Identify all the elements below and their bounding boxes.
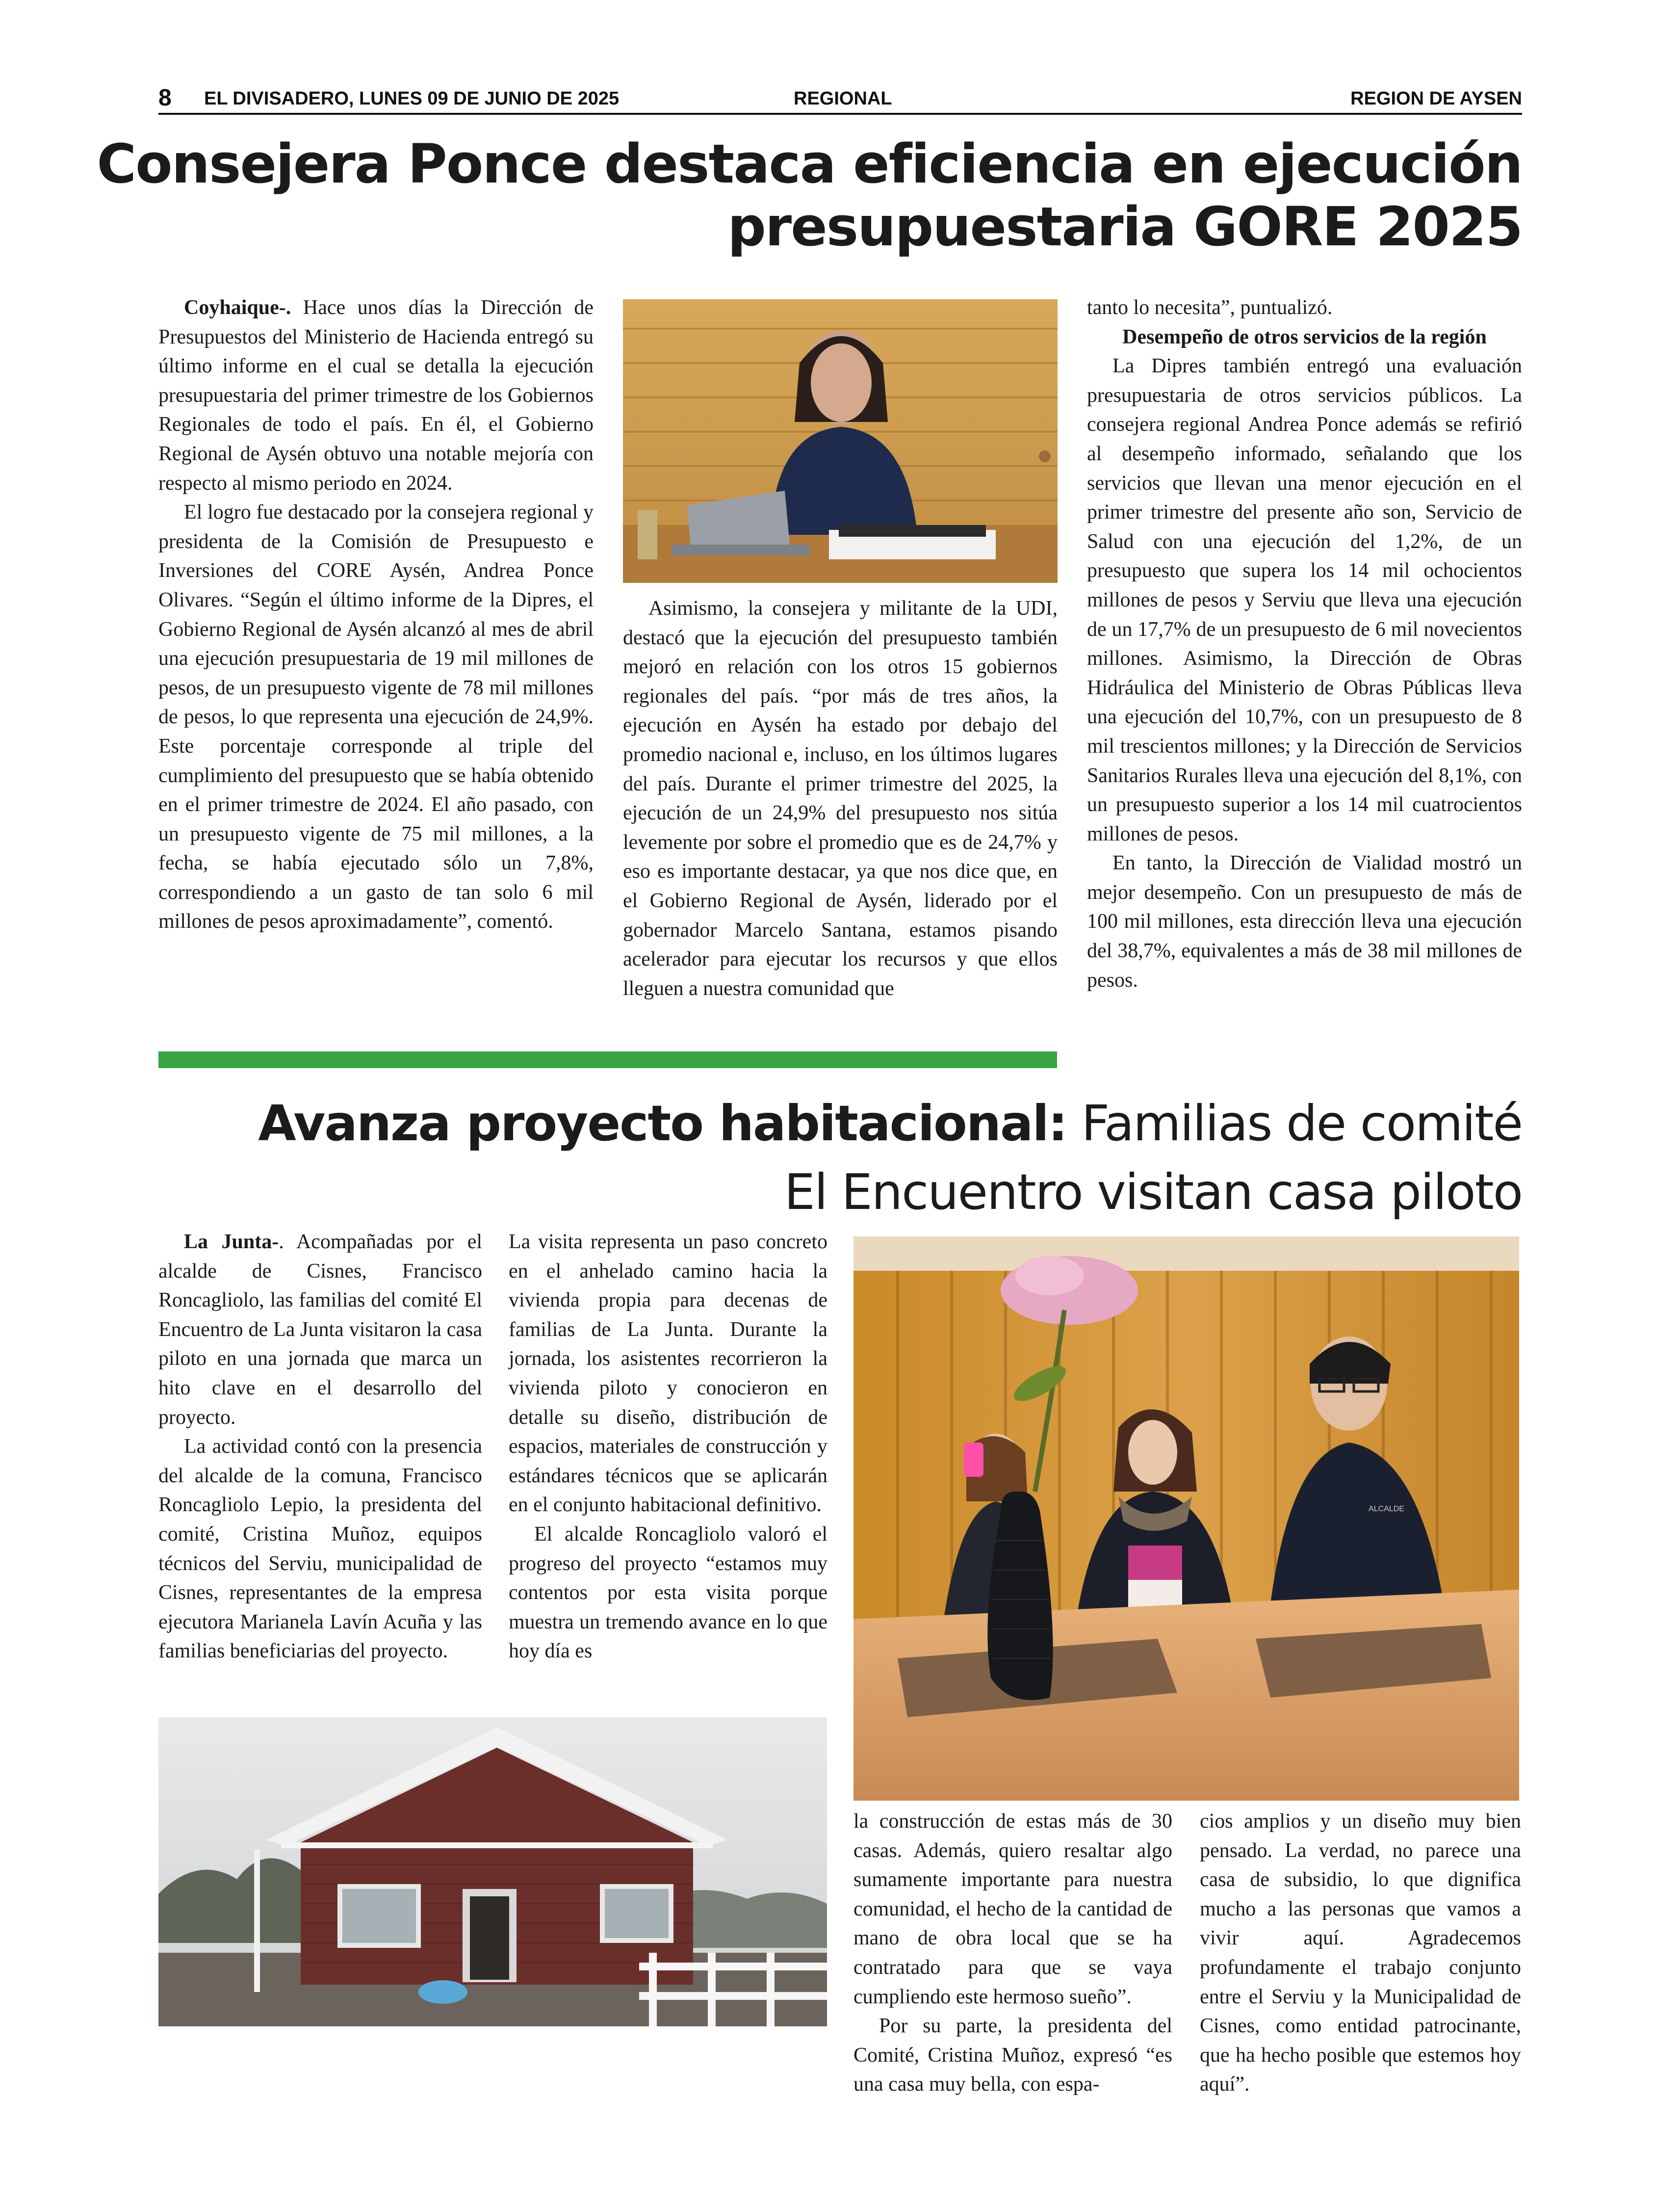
- article1-column-3: [1087, 293, 1522, 995]
- photo-councilwoman: [623, 299, 1058, 583]
- article2-headline-line2: El Encuentro visitan casa piloto: [784, 1163, 1522, 1221]
- article1-column-1: [158, 293, 594, 937]
- section-label: REGIONAL: [794, 88, 892, 109]
- article1-column-2: [623, 594, 1058, 1003]
- article2-headline-rest: Familias de comité: [1066, 1095, 1522, 1152]
- article2-col4-p1: cios amplios y un diseño muy bien pensado. La verdad, no parece una casa de subsidio, lo que dignifica mucho a las personas que vamos a vivir aquí. Agradecemos profundamente el trabajo conjunto entre el Serviu y la Municipalidad de Cisnes, como entidad patrocinante, que ha hecho posible que estemos hoy aquí”.: [1200, 1810, 1521, 2096]
- article1-col3-p1: La Dipres también entregó una evaluación presupuestaria de otros servicios públicos. La consejera regional Andrea Ponce además se refirió al desempeño informado, señalando que los servicios que llevan una menor ejecución en el primer trimestre del presente año son, Servicio de Salud con una ejecución del 1,2%, de un presupuesto que supera los 14 mil ochocientos millones de pesos y Serviu que lleva una ejecución de un 17,7% de un presupuesto de 6 mil novecientos millones. Asimismo, la Dirección de Obras Hidráulica del Ministerio de Obras Públicas lleva una ejecución del 10,7%, con un presupuesto de 8 mil trescientos millones; y la Dirección de Servicios Sanitarios Rurales lleva una ejecución del 8,1%, con un presupuesto superior a los 14 mil cuatrocientos millones de pesos.: [1087, 355, 1522, 845]
- article2-col3-p1: la construcción de estas más de 30 casas. Además, quiero resaltar algo sumamente importante para nuestra comunidad, el hecho de la cantidad de mano de obra local que se ha contratado para que se vaya cumpliendo este hermoso sueño”.: [853, 1810, 1172, 2008]
- article1-subhead: Desempeño de otros servicios de la región: [1122, 325, 1487, 348]
- jacket-text: ALCALDE: [1369, 1505, 1404, 1513]
- photo-pilot-house: [158, 1717, 827, 2026]
- photo-visitors-image: [853, 1236, 1519, 1801]
- article2-headline-bold: Avanza proyecto habitacional:: [258, 1095, 1067, 1152]
- article2-col1-p2: La actividad contó con la presencia del alcalde de la comuna, Francisco Roncagliolo Lepio, la presidenta del comité, Cristina Muñoz, equipos técnicos del Serviu, municipalidad de Cisnes, representantes de la empresa ejecutora Marianela Lavín Acuña y las familias beneficiarias del proyecto.: [158, 1435, 482, 1663]
- green-divider: [158, 1051, 1057, 1068]
- article2-column-1: [158, 1228, 482, 1666]
- article2-col2-p1: La visita representa un paso concreto en el anhelado camino hacia la vivienda propia para decenas de familias de La Junta. Durante la jornada, los asistentes recorrieron la vivienda piloto y conocieron en detalle su diseño, distribución de espacios, materiales de construcción y estándares técnicos que se aplicarán en el conjunto habitacional definitivo.: [509, 1231, 827, 1517]
- article1-col3-p2: En tanto, la Dirección de Vialidad mostró un mejor desempeño. Con un presupuesto de más de 100 mil millones, esta dirección lleva una ejecución del 38,7%, equivalentes a más de 38 mil millones de pesos.: [1087, 852, 1522, 992]
- article2-column-4: [1200, 1807, 1521, 2099]
- article2-col2-p2: El alcalde Roncagliolo valoró el progreso del proyecto “estamos muy contentos por esta visita porque muestra un tremendo avance en lo que hoy día es: [509, 1522, 827, 1663]
- article1-col3-p0: tanto lo necesita”, puntualizó.: [1087, 296, 1333, 319]
- region-label: REGION DE AYSEN: [1350, 88, 1522, 109]
- article1-col2-p1: Asimismo, la consejera y militante de la UDI, destacó que la ejecución del presupuesto también mejoró en relación con los otros 15 gobiernos regionales del país. “por más de tres años, la ejecución en Aysén ha estado por debajo del promedio nacional e, incluso, en los últimos lugares del país. Durante el primer trimestre del 2025, la ejecución de un 24,9% del presupuesto nos sitúa levemente por sobre el promedio que es de 24,7% y eso es importante destacar, ya que nos dice que, en el Gobierno Regional de Aysén, liderado por el gobernador Marcelo Santana, estamos pisando acelerador para ejecutar los recursos y que ellos lleguen a nuestra comunidad que: [623, 597, 1058, 1000]
- header-rule: [158, 113, 1522, 115]
- article1-headline-line1: Consejera Ponce destaca eficiencia en ejecución: [97, 132, 1522, 195]
- article2-col3-p2: Por su parte, la presidenta del Comité, Cristina Muñoz, expresó “es una casa muy bella, con espa-: [853, 2015, 1172, 2096]
- dateline: Coyhaique-.: [184, 296, 291, 319]
- article1-col1-p2: El logro fue destacado por la consejera regional y presidenta de la Comisión de Presupuesto e Inversiones del CORE Aysén, Andrea Ponce Olivares. “Según el último informe de la Dipres, el Gobierno Regional de Aysén alcanzó al mes de abril una ejecución presupuestaria de 19 mil millones de pesos, de un presupuesto vigente de 78 mil millones de pesos, lo que representa una ejecución de 24,9%. Este porcentaje corresponde al triple del cumplimiento del presupuesto que se había obtenido en el primer trimestre de 2024. El año pasado, con un presupuesto vigente de 75 mil millones, a la fecha, se había ejecutado sólo un 7,8%, correspondiendo a un gasto de tan solo 6 mil millones de pesos aproximadamente”, comentó.: [158, 501, 594, 933]
- article2-headline: [258, 1089, 1522, 1227]
- article1-headline: [97, 132, 1522, 258]
- photo-pilot-house-image: [158, 1717, 827, 2026]
- photo-councilwoman-image: [623, 299, 1058, 583]
- article2-column-3: [853, 1807, 1172, 2099]
- paper-date: EL DIVISADERO, LUNES 09 DE JUNIO DE 2025: [204, 88, 620, 109]
- article1-headline-line2: presupuestaria GORE 2025: [727, 195, 1522, 258]
- article2-column-2: [509, 1228, 827, 1666]
- article1-col1-p1: Hace unos días la Dirección de Presupuestos del Ministerio de Hacienda entregó su último informe en el cual se detalla la ejecución presupuestaria del primer trimestre de los Gobiernos Regionales de todo el país. En él, el Gobierno Regional de Aysén obtuvo una notable mejoría con respecto al mismo periodo en 2024.: [158, 296, 594, 495]
- page-number: 8: [158, 85, 172, 111]
- photo-visitors: [853, 1236, 1519, 1801]
- dateline-2: La Junta-: [184, 1231, 279, 1253]
- article2-col1-p1: . Acompañadas por el alcalde de Cisnes, Francisco Roncagliolo, las familias del comité El Encuentro de La Junta visitaron la casa piloto en una jornada que marca un hito clave en el desarrollo del proyecto.: [158, 1231, 483, 1429]
